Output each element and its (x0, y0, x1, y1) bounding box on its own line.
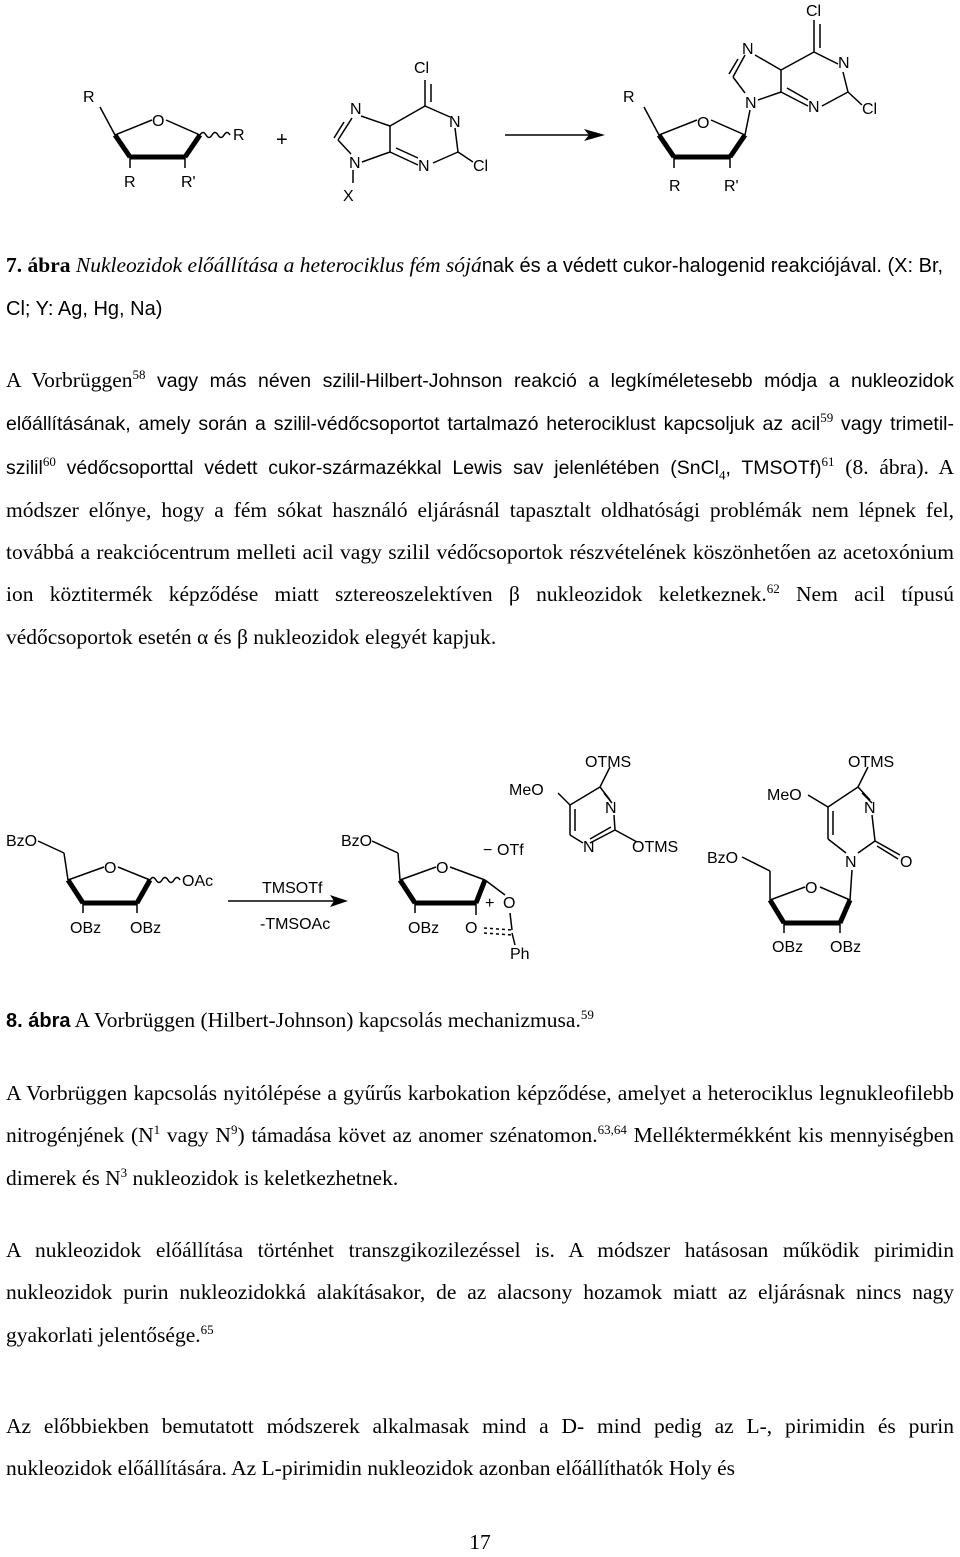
paragraph-transglycosylation (6, 1229, 954, 1356)
svg-text:BzO: BzO (707, 850, 739, 867)
reaction-arrow (505, 129, 605, 141)
svg-text:N: N (808, 99, 820, 116)
paragraph-mechanism (6, 1072, 954, 1199)
text: ) támadása követ az anomer szénatomon. (237, 1123, 598, 1148)
figure-8-caption (6, 999, 954, 1042)
svg-text:N: N (742, 41, 754, 58)
reagent-top: TMSOTf (262, 880, 323, 897)
svg-text:OAc: OAc (182, 873, 214, 890)
text: vagy trimetil-szilil (6, 413, 954, 479)
svg-text:OBz: OBz (830, 939, 862, 956)
svg-text:Cl: Cl (473, 158, 489, 175)
svg-text:N: N (745, 95, 757, 112)
svg-text:N: N (449, 114, 461, 131)
text: Nem acil típusú védőcsoportok esetén α és β nukleozidok elegyét kapjuk. (6, 582, 954, 649)
paragraph-l-nucleosides (6, 1405, 954, 1490)
svg-text:O: O (104, 860, 117, 877)
svg-text:OTf: OTf (497, 842, 524, 859)
figure-7-number: 7. ábra (6, 253, 71, 277)
svg-text:O: O (503, 895, 516, 912)
svg-text:R: R (124, 174, 136, 191)
reference: 58 (132, 366, 146, 382)
svg-text:OBz: OBz (130, 920, 162, 937)
nucleoside-product-structure (623, 3, 877, 195)
text: Melléktermékként kis mennyiségben dimerek és N (6, 1123, 955, 1190)
scheme-8-drawing (0, 745, 960, 985)
text: vagy más néven szilil-Hilbert-Johnson reakció a legkíméletesebb módja a nukleozidok előállításának, amely során a szilil-védőcsoportot tartalmazó heterociklust kapcsoljuk az acil (6, 370, 955, 436)
svg-text:+: + (485, 895, 495, 912)
svg-text:Ph: Ph (510, 946, 530, 963)
svg-text:R: R (233, 127, 245, 144)
superscript: 1 (153, 1122, 161, 1138)
figure-7-text: nak és a védett cukor-halogenid reakciójával. (X: Br, Cl; Y: Ag, Hg, Na) (6, 255, 944, 320)
text: védőcsoporttal védett cukor-származékkal Lewis sav jelenlétében (SnCl (55, 456, 719, 479)
text: nukleozidok is keletkezhetnek. (127, 1165, 399, 1190)
svg-text:R': R' (181, 174, 196, 191)
reference: 61 (821, 453, 835, 469)
svg-text:N: N (418, 158, 430, 175)
svg-text:R': R' (724, 178, 739, 195)
svg-text:BzO: BzO (6, 833, 38, 850)
reference: 59 (820, 410, 834, 426)
svg-text:O: O (152, 113, 165, 130)
svg-text:N: N (845, 854, 857, 871)
figure-8-text: A Vorbrüggen (Hilbert-Johnson) kapcsolás mechanizmusa. (70, 1008, 581, 1032)
svg-text:N: N (864, 800, 876, 817)
svg-text:OBz: OBz (70, 920, 102, 937)
svg-text:O: O (805, 880, 818, 897)
svg-text:N: N (605, 800, 617, 817)
svg-text:R: R (669, 178, 681, 195)
svg-text:MeO: MeO (767, 787, 802, 804)
superscript: 3 (120, 1164, 128, 1180)
purine-salt-structure (334, 60, 488, 205)
svg-text:OTMS: OTMS (585, 754, 632, 771)
reagent-arrow (228, 880, 348, 933)
sugar-halide-structure (83, 89, 245, 191)
text: vagy N (160, 1123, 231, 1148)
reference: 65 (200, 1321, 214, 1337)
text: A Vorbrüggen kapcsolás nyitólépése a gyűrűs karbokation képződése, amelyet a heterociklus legnukleofilebb nitrogénjének (N (6, 1081, 954, 1148)
svg-text:OBz: OBz (772, 939, 804, 956)
figure-7-caption (6, 244, 954, 330)
reference: 60 (42, 453, 56, 469)
svg-text:Cl: Cl (414, 60, 430, 77)
subscript: 4 (719, 466, 726, 482)
superscript: 9 (230, 1122, 238, 1138)
svg-text:N: N (349, 155, 361, 172)
svg-text:N: N (838, 55, 850, 72)
svg-text:R: R (623, 89, 635, 106)
text: A nukleozidok előállítása történhet transzgikozilezéssel is. A módszer hatásosan működik pirimidin nukleozidok purin nukleozidokká alakításakor, de az alacsony hozamok miatt az eljárásnak nincs nagy gyakorlati jelentősége. (6, 1238, 954, 1347)
reaction-scheme-8 (0, 745, 960, 985)
reaction-scheme-7 (0, 0, 960, 215)
svg-text:N: N (583, 839, 595, 856)
plus-sign: + (276, 129, 288, 151)
reference: 62 (766, 581, 780, 597)
paragraph-vorbruggen (6, 359, 954, 658)
svg-text:O: O (697, 115, 710, 132)
svg-text:O: O (436, 860, 449, 877)
figure-7-italic-text: Nukleozidok előállítása a heterociklus fém sójá (75, 253, 482, 277)
svg-text:OTMS: OTMS (632, 839, 679, 856)
svg-text:N: N (350, 101, 362, 118)
svg-text:OTMS: OTMS (848, 754, 895, 771)
text: Az előbbiekben bemutatott módszerek alkalmasak mind a D- mind pedig az L-, pirimidin és purin nukleozidok előállítására. Az L-pirimidin nukleozidok azonban előállíthatók Holy és (6, 1414, 954, 1481)
svg-text:OBz: OBz (408, 920, 440, 937)
svg-text:R: R (83, 89, 95, 106)
text: , TMSOTf) (725, 456, 822, 479)
svg-text:BzO: BzO (341, 833, 373, 850)
reference: 59 (580, 1006, 594, 1022)
text: A Vorbrüggen (6, 368, 133, 392)
svg-text:Cl: Cl (806, 3, 822, 20)
reference: 63,64 (597, 1122, 627, 1138)
benzoyl-sugar-structure (6, 833, 213, 937)
svg-text:Cl: Cl (862, 101, 878, 118)
svg-text:O: O (900, 854, 913, 871)
scheme-7-drawing (0, 0, 960, 215)
svg-text:−: − (483, 842, 493, 859)
svg-text:MeO: MeO (509, 782, 544, 799)
svg-text:X: X (343, 188, 354, 205)
text: (8. ábra). A módszer előnye, hogy a fém sókat használó eljárásnál tapasztalt oldhatósági problémák nem lépnek fel, továbbá a reakciócentrum melleti acil vagy szilil védőcsoportok részvételének köszönhetően az acetoxónium ion köztitermék képződése miatt sztereoszelektíven β nukleozidok keletkeznek. (6, 454, 954, 607)
svg-text:O: O (465, 920, 478, 937)
page-number: 17 (469, 1530, 491, 1554)
silylated-pyrimidine-structure (509, 754, 678, 856)
protected-nucleoside-product-structure (707, 754, 912, 956)
acyloxonium-intermediate-structure (341, 833, 530, 963)
reagent-bottom: -TMSOAc (260, 916, 331, 933)
figure-8-number: 8. ábra (6, 1010, 71, 1032)
